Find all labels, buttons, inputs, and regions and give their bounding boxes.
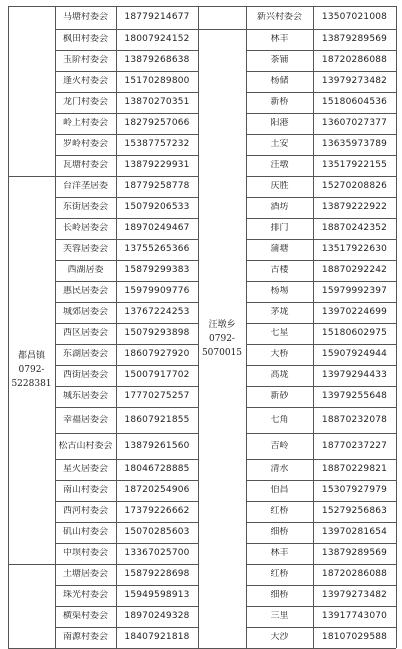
list-item-name: 阳港 xyxy=(270,118,289,128)
table-rule xyxy=(246,113,396,114)
table-rule xyxy=(55,218,198,219)
table-rule xyxy=(246,218,396,219)
list-item-name: 三里 xyxy=(270,611,289,621)
list-item-name: 珠光村委会 xyxy=(62,590,108,600)
list-item-name: 松古山村委会 xyxy=(58,440,113,451)
list-item-phone: 18720254906 xyxy=(124,485,190,495)
list-item-phone: 15180604536 xyxy=(321,97,388,107)
list-item-phone: 15180602975 xyxy=(321,328,388,338)
list-item-phone: 13879289569 xyxy=(321,34,388,44)
table-rule xyxy=(246,29,396,30)
list-item-name: 东湖居委会 xyxy=(62,349,108,359)
list-item-name: 芙蓉居委会 xyxy=(62,244,108,254)
list-item-phone: 18870242352 xyxy=(321,223,388,233)
list-item-phone: 13970224699 xyxy=(321,307,388,317)
table-rule xyxy=(246,459,396,460)
table-rule xyxy=(55,480,198,481)
list-item-phone: 15879299383 xyxy=(124,265,190,275)
list-item-name: 排门 xyxy=(270,223,289,233)
list-item-name: 细桥 xyxy=(270,527,289,537)
table-rule xyxy=(55,155,198,156)
list-item-phone: 15079293898 xyxy=(124,328,190,338)
list-item-phone: 18720286088 xyxy=(321,55,388,65)
list-item-phone: 15979909776 xyxy=(124,286,190,296)
list-item-name: 马塘村委会 xyxy=(62,12,108,22)
list-item-phone: 15279256863 xyxy=(321,506,388,516)
group-label-line: 5228381 xyxy=(11,379,52,389)
table-rule xyxy=(55,543,198,544)
list-item-phone: 13917743070 xyxy=(321,611,388,621)
list-item-name: 矶山村委会 xyxy=(62,527,108,537)
table-rule xyxy=(55,6,198,7)
list-item-name: 茶铺 xyxy=(270,55,289,65)
list-item-name: 酒坊 xyxy=(270,202,289,212)
list-item-name: 伯昌 xyxy=(270,485,289,495)
table-rule xyxy=(246,239,396,240)
table-rule xyxy=(246,627,396,628)
list-item-name: 西街居委会 xyxy=(62,370,108,380)
list-item-name: 中坝村委会 xyxy=(62,548,108,558)
list-item-phone: 13879222922 xyxy=(321,202,388,212)
list-item-name: 玉阶村委会 xyxy=(62,55,108,65)
table-rule xyxy=(8,6,55,7)
list-item-phone: 18779258778 xyxy=(124,181,190,191)
table-rule xyxy=(55,585,198,586)
list-item-name: 高垅 xyxy=(270,370,289,380)
table-rule xyxy=(246,302,396,303)
list-item-name: 西湖居委 xyxy=(67,265,104,275)
table-rule xyxy=(55,29,198,30)
list-item-name: 南山村委会 xyxy=(62,485,108,495)
table-rule xyxy=(396,6,397,648)
list-item-name: 龙门村委会 xyxy=(62,97,108,107)
list-item-name: 林丰 xyxy=(270,548,289,558)
table-rule xyxy=(313,6,314,648)
table-rule xyxy=(55,564,198,565)
list-item-phone: 13879289569 xyxy=(321,548,388,558)
table-rule xyxy=(55,365,198,366)
table-rule xyxy=(246,606,396,607)
table-rule xyxy=(55,627,198,628)
list-item-name: 新桥 xyxy=(270,97,289,107)
list-item-name: 大沙 xyxy=(270,632,289,642)
list-item-name: 幸福居委会 xyxy=(62,414,108,425)
table-rule xyxy=(55,197,198,198)
list-item-name: 逢火村委会 xyxy=(62,76,108,86)
table-rule xyxy=(55,6,56,648)
list-item-phone: 15270208826 xyxy=(321,181,388,191)
list-item-phone: 13879261560 xyxy=(124,440,190,451)
list-item-phone: 15307927979 xyxy=(321,485,388,495)
table-rule xyxy=(55,71,198,72)
table-rule xyxy=(246,501,396,502)
group-label-line: 0792- xyxy=(18,365,45,375)
table-rule xyxy=(55,407,198,408)
list-item-name: 罗岭村委会 xyxy=(62,139,108,149)
list-item-phone: 13979255648 xyxy=(321,391,388,401)
list-item-phone: 18870232078 xyxy=(321,414,388,425)
list-item-name: 大桥 xyxy=(270,349,289,359)
list-item-name: 细桥 xyxy=(270,590,289,600)
list-item-phone: 13879229931 xyxy=(124,160,190,170)
list-item-name: 西区居委会 xyxy=(62,328,108,338)
table-rule xyxy=(55,176,198,177)
table-rule xyxy=(246,71,396,72)
list-item-name: 庆胜 xyxy=(270,181,289,191)
table-rule xyxy=(55,459,198,460)
table-rule xyxy=(246,433,396,434)
table-rule xyxy=(246,480,396,481)
group-label-duchang xyxy=(9,349,54,391)
table-rule xyxy=(246,344,396,345)
table-rule xyxy=(246,134,396,135)
group-label-line: 汪墩乡 xyxy=(208,319,236,330)
list-item-phone: 18607921855 xyxy=(124,414,190,425)
table-rule xyxy=(55,522,198,523)
list-item-name: 城郊居委会 xyxy=(62,307,108,317)
list-item-phone: 18779214677 xyxy=(124,12,190,22)
list-item-name: 长岭居委会 xyxy=(62,223,108,233)
table-rule xyxy=(246,197,396,198)
list-item-phone: 15170289800 xyxy=(124,76,190,86)
list-item-phone: 13517922155 xyxy=(321,160,388,170)
list-item-name: 新砂 xyxy=(270,391,289,401)
table-rule xyxy=(246,522,396,523)
table-rule xyxy=(8,176,55,177)
table-rule xyxy=(246,155,396,156)
table-rule xyxy=(246,323,396,324)
table-rule xyxy=(246,386,396,387)
list-item-phone: 13517922630 xyxy=(321,244,388,254)
group-label-wangdun xyxy=(199,318,245,360)
table-rule xyxy=(55,50,198,51)
list-item-phone: 18720286088 xyxy=(321,569,388,579)
list-item-name: 西河村委会 xyxy=(62,506,108,516)
list-item-phone: 18870292242 xyxy=(321,265,388,275)
list-item-phone: 18970249328 xyxy=(124,611,190,621)
list-item-phone: 15949598913 xyxy=(124,590,190,600)
list-item-name: 城东居委会 xyxy=(62,391,108,401)
table-rule xyxy=(55,239,198,240)
list-item-name: 汪墩 xyxy=(270,160,289,170)
list-item-phone: 17379226662 xyxy=(124,506,190,516)
list-item-phone: 15907924944 xyxy=(321,349,388,359)
list-item-name: 台洋垄居委 xyxy=(62,181,108,191)
list-item-phone: 18407921818 xyxy=(124,632,190,642)
list-item-phone: 18046728885 xyxy=(124,464,190,474)
list-item-phone: 18279257066 xyxy=(124,118,190,128)
group-label-line: 5070015 xyxy=(201,347,243,358)
list-item-name: 惠民居委会 xyxy=(62,286,108,296)
list-item-name: 土安 xyxy=(270,139,289,149)
list-item-name: 星火居委会 xyxy=(62,464,108,474)
table-rule xyxy=(198,6,246,7)
list-item-phone: 17770275257 xyxy=(124,391,190,401)
table-rule xyxy=(246,564,396,565)
list-item-name: 岭上村委会 xyxy=(62,118,108,128)
table-rule xyxy=(55,92,198,93)
list-item-name: 吉岭 xyxy=(270,440,289,451)
list-item-name: 林丰 xyxy=(270,34,289,44)
table-rule xyxy=(246,50,396,51)
list-item-phone: 18607927920 xyxy=(124,349,190,359)
table-rule xyxy=(246,585,396,586)
table-rule xyxy=(55,302,198,303)
list-item-phone: 13507021008 xyxy=(321,12,388,22)
table-rule xyxy=(55,323,198,324)
list-item-name: 南源村委会 xyxy=(62,632,108,642)
list-item-phone: 15879228698 xyxy=(124,569,190,579)
list-item-phone: 13979273482 xyxy=(321,76,388,86)
list-item-name: 茅垅 xyxy=(270,307,289,317)
list-item-phone: 15979992397 xyxy=(321,286,388,296)
list-item-name: 蒲塘 xyxy=(270,244,289,254)
table-rule xyxy=(55,134,198,135)
table-rule xyxy=(55,113,198,114)
list-item-name: 东街居委会 xyxy=(62,202,108,212)
list-item-name: 横渠村委会 xyxy=(62,611,108,621)
table-rule xyxy=(55,281,198,282)
list-item-name: 清水 xyxy=(270,464,289,474)
list-item-phone: 18770237227 xyxy=(321,440,388,451)
list-item-phone: 13755265366 xyxy=(124,244,190,254)
list-item-phone: 18870229821 xyxy=(321,464,388,474)
table-rule xyxy=(246,365,396,366)
table-rule xyxy=(55,606,198,607)
list-item-phone: 15007917702 xyxy=(124,370,190,380)
table-rule xyxy=(55,260,198,261)
table-rule xyxy=(55,501,198,502)
table-rule xyxy=(246,176,396,177)
list-item-name: 土塘居委会 xyxy=(62,569,108,579)
table-rule xyxy=(246,543,396,544)
list-item-phone: 18107029588 xyxy=(321,632,388,642)
table-rule xyxy=(55,344,198,345)
table-rule xyxy=(116,6,117,648)
list-item-phone: 15387757232 xyxy=(124,139,190,149)
table-rule xyxy=(198,29,246,30)
list-item-name: 红桥 xyxy=(270,506,289,516)
list-item-phone: 13767224253 xyxy=(124,307,190,317)
table-rule xyxy=(8,6,9,648)
group-label-line: 都昌镇 xyxy=(17,351,45,361)
table-rule xyxy=(246,92,396,93)
list-item-name: 七角 xyxy=(270,414,289,425)
list-item-phone: 13970281654 xyxy=(321,527,388,537)
list-item-phone: 13607027377 xyxy=(321,118,388,128)
list-item-phone: 13635973789 xyxy=(321,139,388,149)
list-item-phone: 13367025700 xyxy=(124,548,190,558)
table-rule xyxy=(55,386,198,387)
table-rule xyxy=(246,6,396,7)
table-rule xyxy=(246,407,396,408)
list-item-name: 杨储 xyxy=(270,76,289,86)
list-item-name: 红桥 xyxy=(270,569,289,579)
list-item-phone: 13979273482 xyxy=(321,590,388,600)
list-item-phone: 13879268638 xyxy=(124,55,190,65)
list-item-name: 新兴村委会 xyxy=(256,12,302,22)
group-label-line: 0792- xyxy=(209,333,235,344)
table-rule xyxy=(246,260,396,261)
list-item-phone: 18007924152 xyxy=(124,34,190,44)
list-item-phone: 15079206533 xyxy=(124,202,190,212)
table-rule xyxy=(55,433,198,434)
list-item-phone: 13870270351 xyxy=(124,97,190,107)
list-item-phone: 13979294433 xyxy=(321,370,388,380)
table-rule xyxy=(246,281,396,282)
table-rule xyxy=(8,564,55,565)
list-item-name: 瓦塘村委会 xyxy=(62,160,108,170)
list-item-name: 七星 xyxy=(270,328,289,338)
list-item-name: 古楼 xyxy=(270,265,289,275)
table-rule xyxy=(246,6,247,648)
list-item-name: 枫田村委会 xyxy=(62,34,108,44)
list-item-phone: 15070285603 xyxy=(124,527,190,537)
list-item-phone: 18970249467 xyxy=(124,223,190,233)
list-item-name: 杨埸 xyxy=(270,286,289,296)
